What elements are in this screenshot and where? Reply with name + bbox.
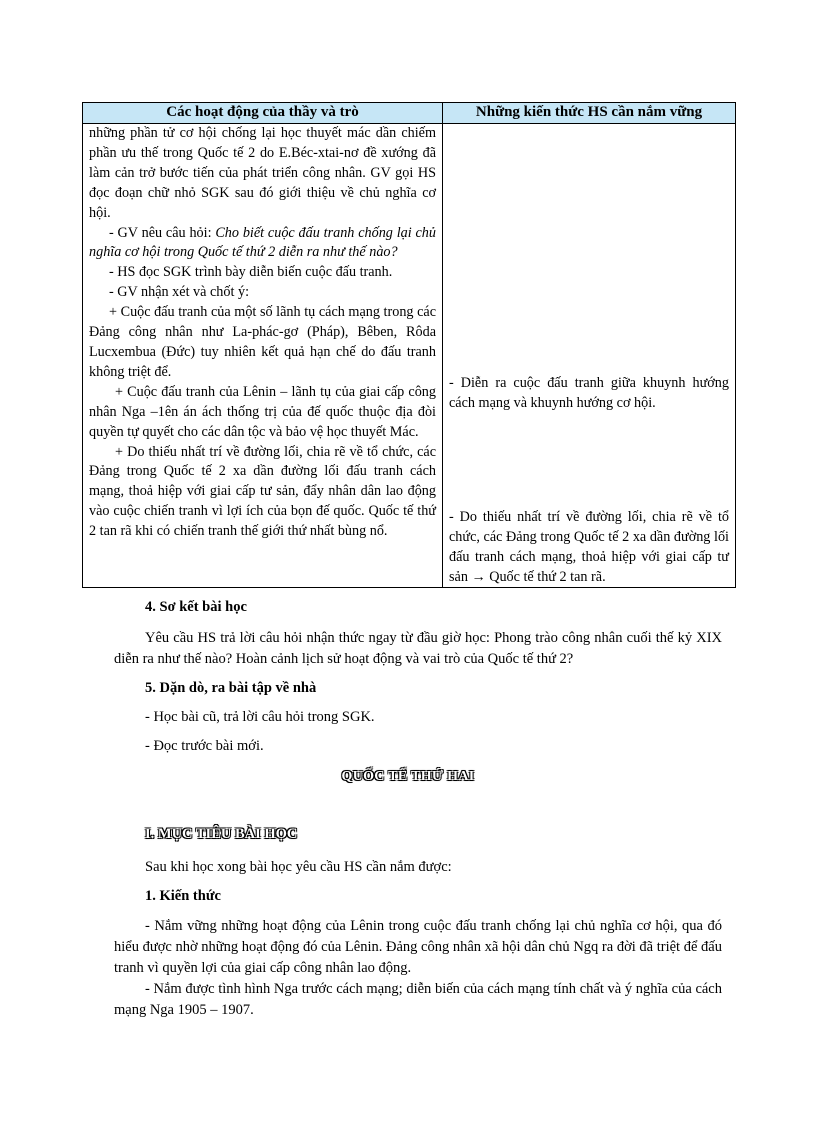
homework-item: - Đọc trước bài mới. xyxy=(145,738,264,754)
knowledge-cell xyxy=(443,124,736,588)
knowledge-block xyxy=(114,916,722,1021)
activity-paragraph: + Cuộc đấu tranh của Lênin – lãnh tụ của giai cấp công nhân Nga –1ên án ách thống trị của đế quốc thuộc địa đòi quyền tự quyết cho các dân tộc và bảo vệ học thuyết Mác. xyxy=(89,383,436,440)
header-activities: Các hoạt động của thầy và trò xyxy=(83,103,443,124)
spacer xyxy=(449,124,729,374)
section-paragraph: Yêu cầu HS trả lời câu hỏi nhận thức ngay từ đầu giờ học: Phong trào công nhân cuối thế kỷ XIX diễn ra như thế nào? Hoàn cảnh lịch sử hoạt động và vai trò của Quốc tế thứ 2? xyxy=(114,630,722,667)
header-knowledge: Những kiến thức HS cần nắm vững xyxy=(443,103,736,124)
activity-paragraph: - GV nhận xét và chốt ý: xyxy=(109,284,250,301)
question-prefix: - GV nêu câu hỏi: xyxy=(109,224,216,241)
activity-paragraph: - HS đọc SGK trình bày diễn biến cuộc đấu tranh. xyxy=(109,264,393,281)
knowledge-paragraph: - Nắm vững những hoạt động của Lênin trong cuộc đấu tranh chống lại chủ nghĩa cơ hội, qua đó hiểu được nhờ những hoạt động đó của Lênin. Đảng công nhân xã hội dân chủ Ngq ra đời đã triệt để đấu tranh vì quyền lợi của giai cấp công nhân lao động. xyxy=(114,918,722,976)
lesson-activity-table xyxy=(82,102,736,588)
knowledge-paragraph: - Nắm được tình hình Nga trước cách mạng; diễn biến của cách mạng tính chất và ý nghĩa của cách mạng Nga 1905 – 1907. xyxy=(114,981,722,1018)
homework-item: - Học bài cũ, trả lời câu hỏi trong SGK. xyxy=(145,709,375,725)
activity-paragraph: + Cuộc đấu tranh của một số lãnh tụ cách mạng trong các Đảng công nhân như La-phác-gơ (Pháp), Bêben, Rôda Lucxembua (Đức) tuy nhiên kết quả hạn chế do đấu tranh không triệt để. xyxy=(89,304,436,380)
activity-paragraph: những phần tử cơ hội chống lại học thuyết mác dần chiếm phần ưu thế trong Quốc tế 2 do E.Béc-xtai-nơ đề xướng đã làm cản trở bước tiến của phát triển công nhân. GV gọi HS đọc đoạn chữ nhỏ SGK sau đó giới thiệu về chủ nghĩa cơ hội. xyxy=(89,125,436,221)
table-row xyxy=(83,124,736,588)
activities-cell xyxy=(83,124,443,588)
lesson-title: QUỐC TẾ THỨ HAI xyxy=(341,769,475,784)
objectives-intro: Sau khi học xong bài học yêu cầu HS cần nắm được: xyxy=(145,859,452,875)
subsection-heading: 1. Kiến thức xyxy=(145,888,221,904)
spacer xyxy=(449,414,729,508)
section-text-block xyxy=(114,628,722,670)
section-heading: 4. Sơ kết bài học xyxy=(145,599,247,615)
knowledge-point: - Do thiếu nhất trí về đường lối, chia rẽ về tổ chức, các Đảng trong Quốc tế 2 xa dần đường lối đấu tranh cách mạng, thoả hiệp với giai cấp tư sản → Quốc tế thứ 2 tan rã. xyxy=(449,508,729,585)
knowledge-point: - Diễn ra cuộc đấu tranh giữa khuynh hướng cách mạng và khuynh hướng cơ hội. xyxy=(449,375,729,411)
activity-paragraph: + Do thiếu nhất trí về đường lối, chia rẽ về tổ chức, các Đảng trong Quốc tế 2 xa dần đường lối đấu tranh cách mạng, thoả hiệp với giai cấp tư sản, đẩy nhân dân lao động vào cuộc chiến tranh vì lợi ích của bọn đế quốc. Quốc tế thứ 2 tan rã khi có chiến tranh thế giới thứ nhất bùng nổ. xyxy=(89,443,436,540)
objectives-heading: I. MỤC TIÊU BÀI HỌC xyxy=(145,826,298,842)
teacher-question xyxy=(89,224,436,264)
table-header-row xyxy=(83,103,736,124)
section-heading: 5. Dặn dò, ra bài tập về nhà xyxy=(145,680,317,696)
question-text: Cho biết cuộc đấu tranh chống lại chủ nghĩa cơ hội trong Quốc tế thứ 2 diễn ra như thế nào? xyxy=(89,224,436,261)
